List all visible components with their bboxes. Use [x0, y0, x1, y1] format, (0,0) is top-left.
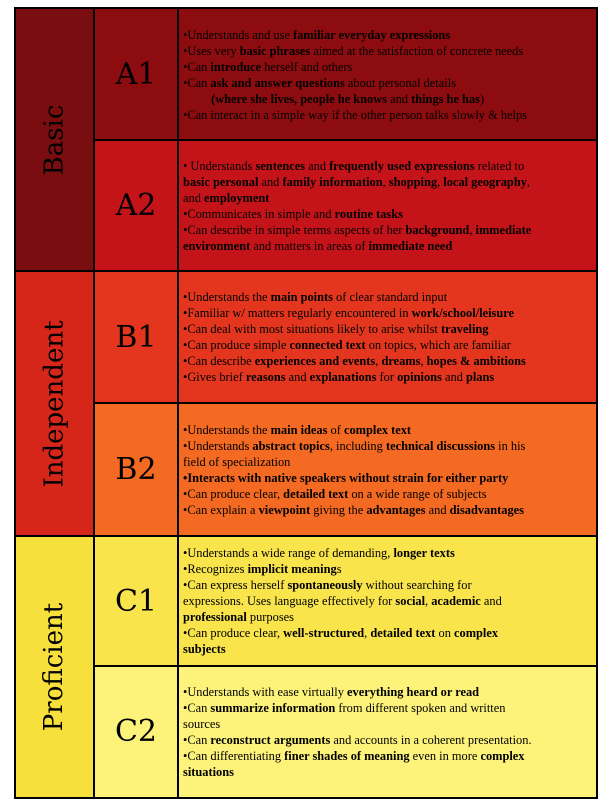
plain-text: even in more: [409, 748, 481, 763]
description-line: [183, 174, 590, 190]
plain-text: •Can differentiating: [183, 748, 285, 763]
emphasis-text: things he has: [411, 91, 480, 106]
description-line: [183, 438, 590, 454]
description-line: [183, 190, 590, 206]
level-b1-description: [179, 271, 596, 403]
plain-text: ,: [375, 354, 382, 368]
emphasis-text: professional: [183, 610, 247, 624]
emphasis-text: sentences: [255, 158, 306, 173]
emphasis-text: familiar everyday expressions: [292, 27, 451, 42]
plain-text: sources: [183, 716, 221, 731]
description-line: [183, 107, 590, 123]
emphasis-text: spontaneously: [287, 578, 363, 592]
level-a1-code: A1: [95, 9, 179, 140]
plain-text: on topics, which are familiar: [365, 338, 511, 352]
plain-text: •Understands the: [183, 422, 271, 437]
description-line: [183, 641, 590, 657]
description-line: [183, 369, 590, 385]
emphasis-text: environment: [183, 238, 251, 253]
plain-text: ,: [526, 174, 531, 189]
description-line: [183, 91, 590, 107]
description-line: [183, 700, 590, 716]
description-line: [183, 609, 590, 625]
level-c2-description: [179, 666, 596, 797]
plain-text: s: [336, 562, 342, 576]
description-line: [183, 502, 590, 518]
group-divider: [16, 270, 596, 272]
plain-text: •Understands with ease virtually: [183, 684, 348, 699]
description-line: [183, 321, 590, 337]
plain-text: •Can: [183, 75, 211, 90]
plain-text: •Understands a wide range of demanding,: [183, 546, 394, 560]
group-independent: [16, 271, 95, 536]
plain-text: •Can express herself: [183, 578, 288, 592]
plain-text: , including: [329, 438, 386, 453]
level-c2-code: C2: [95, 666, 179, 797]
group-proficient: [16, 536, 95, 797]
description-line: [183, 748, 590, 764]
plain-text: •Uses very: [183, 43, 240, 58]
plain-text: and: [183, 190, 204, 205]
emphasis-text: complex: [454, 626, 499, 640]
description-line: [183, 577, 590, 593]
emphasis-text: reconstruct arguments: [210, 732, 331, 747]
emphasis-text: work/school/leisure: [411, 306, 515, 320]
row-divider: [95, 402, 596, 404]
level-a2-code: A2: [95, 140, 179, 271]
level-b1-code: B1: [95, 271, 179, 403]
plain-text: ,: [469, 222, 476, 237]
emphasis-text: complex text: [343, 422, 412, 437]
plain-text: •Can produce simple: [183, 338, 290, 352]
emphasis-text: frequently used expressions: [329, 158, 475, 173]
plain-text: purposes: [246, 610, 294, 624]
level-b2-description: [179, 403, 596, 536]
group-basic-label: Basic: [39, 104, 70, 176]
plain-text: and: [285, 370, 310, 384]
plain-text: of: [327, 422, 344, 437]
description-line: [183, 422, 590, 438]
plain-text: and: [441, 370, 466, 384]
description-line: [183, 305, 590, 321]
emphasis-text: dreams: [381, 354, 421, 368]
group-proficient-label: Proficient: [39, 602, 70, 731]
cefr-levels-table: [14, 7, 598, 799]
plain-text: •Understands the: [183, 290, 271, 304]
plain-text: ,: [425, 594, 432, 608]
emphasis-text: local geography: [443, 174, 527, 189]
plain-text: about personal details: [344, 75, 456, 90]
emphasis-text: academic: [431, 594, 481, 608]
emphasis-text: shopping: [388, 174, 438, 189]
emphasis-text: experiences and events: [254, 354, 376, 368]
plain-text: of clear standard input: [332, 290, 448, 304]
description-line: [183, 27, 590, 43]
plain-text: ,: [437, 174, 444, 189]
description-line: [183, 206, 590, 222]
emphasis-text: advantages: [366, 502, 426, 517]
plain-text: •Understands and use: [183, 27, 293, 42]
description-line: [183, 222, 590, 238]
plain-text: •Can: [183, 732, 211, 747]
emphasis-text: social: [395, 594, 426, 608]
emphasis-text: reasons: [245, 370, 286, 384]
plain-text: •Understands: [183, 438, 253, 453]
plain-text: without searching for: [362, 578, 472, 592]
plain-text: for: [376, 370, 398, 384]
description-line: [183, 561, 590, 577]
row-divider: [95, 139, 596, 141]
emphasis-text: summarize information: [210, 700, 336, 715]
emphasis-text: employment: [204, 190, 270, 205]
description-line: [183, 158, 590, 174]
plain-text: •Familiar w/ matters regularly encountered in: [183, 306, 412, 320]
plain-text: •Can deal with most situations likely to arise whilst: [183, 322, 441, 336]
plain-text: •Can interact in a simple way if the other person talks slowly & helps: [183, 107, 527, 122]
plain-text: field of specialization: [183, 454, 291, 469]
plain-text: •Communicates in simple and: [183, 206, 335, 221]
plain-text: and: [425, 502, 450, 517]
emphasis-text: basic personal: [183, 174, 259, 189]
description-line: [183, 716, 590, 732]
emphasis-text: finer shades of meaning: [284, 748, 410, 763]
emphasis-text: implicit meaning: [247, 562, 337, 576]
emphasis-text: routine tasks: [334, 206, 403, 221]
description-line: [183, 545, 590, 561]
description-line: [183, 59, 590, 75]
plain-text: •Can produce clear,: [183, 486, 284, 501]
description-line: [183, 289, 590, 305]
emphasis-text: plans: [465, 370, 495, 384]
plain-text: on a wide range of subjects: [348, 486, 487, 501]
plain-text: expressions. Uses language effectively for: [183, 594, 396, 608]
plain-text: and: [258, 174, 283, 189]
plain-text: giving the: [310, 502, 367, 517]
emphasis-text: •Interacts with native speakers without strain for either party: [183, 470, 509, 485]
emphasis-text: longer texts: [393, 546, 455, 560]
emphasis-text: main ideas: [270, 422, 328, 437]
emphasis-text: explanations: [309, 370, 377, 384]
emphasis-text: basic phrases: [239, 43, 311, 58]
emphasis-text: ask and answer questions: [210, 75, 345, 90]
emphasis-text: connected text: [289, 338, 366, 352]
plain-text: herself and others: [261, 59, 353, 74]
plain-text: ,: [420, 354, 427, 368]
plain-text: related to: [474, 158, 525, 173]
plain-text: aimed at the satisfaction of concrete needs: [310, 43, 524, 58]
level-a2-description: [179, 140, 596, 271]
description-line: [183, 486, 590, 502]
plain-text: •Recognizes: [183, 562, 248, 576]
group-independent-label: Independent: [39, 319, 70, 488]
emphasis-text: hopes & ambitions: [426, 354, 526, 368]
description-line: [183, 454, 590, 470]
plain-text: and: [480, 594, 502, 608]
row-divider: [95, 665, 596, 667]
group-divider: [16, 535, 596, 537]
plain-text: in his: [495, 438, 526, 453]
level-c1-code: C1: [95, 536, 179, 666]
emphasis-text: detailed text: [370, 626, 436, 640]
emphasis-text: abstract topics: [252, 438, 330, 453]
description-line: [183, 43, 590, 59]
description-line: [183, 75, 590, 91]
emphasis-text: situations: [183, 764, 234, 779]
group-basic: [16, 9, 95, 271]
emphasis-text: well-structured: [283, 626, 365, 640]
description-line: [183, 238, 590, 254]
emphasis-text: detailed text: [283, 486, 349, 501]
plain-text: ): [479, 91, 485, 106]
description-line: [183, 353, 590, 369]
emphasis-text: disadvantages: [449, 502, 524, 517]
plain-text: •Can: [183, 59, 211, 74]
description-line: [183, 732, 590, 748]
emphasis-text: immediate need: [368, 238, 453, 253]
plain-text: • Understands: [183, 158, 256, 173]
plain-text: from different spoken and written: [335, 700, 506, 715]
level-c1-description: [179, 536, 596, 666]
emphasis-text: complex: [480, 748, 525, 763]
plain-text: on: [435, 626, 454, 640]
plain-text: •Can: [183, 700, 211, 715]
plain-text: •Can describe: [183, 354, 255, 368]
emphasis-text: (where she lives, people he knows: [211, 91, 387, 106]
emphasis-text: traveling: [440, 322, 489, 336]
plain-text: •Gives brief: [183, 370, 246, 384]
plain-text: and matters in areas of: [250, 238, 369, 253]
plain-text: •Can produce clear,: [183, 626, 284, 640]
level-b2-code: B2: [95, 403, 179, 536]
description-line: [183, 625, 590, 641]
plain-text: •Can explain a: [183, 502, 259, 517]
emphasis-text: opinions: [397, 370, 442, 384]
emphasis-text: viewpoint: [258, 502, 311, 517]
plain-text: •Can describe in simple terms aspects of her: [183, 222, 406, 237]
emphasis-text: main points: [270, 290, 333, 304]
emphasis-text: everything heard or read: [347, 684, 480, 699]
plain-text: and: [387, 91, 412, 106]
emphasis-text: subjects: [183, 642, 226, 656]
emphasis-text: introduce: [210, 59, 262, 74]
plain-text: ,: [382, 174, 389, 189]
description-line: [183, 337, 590, 353]
emphasis-text: immediate: [475, 222, 532, 237]
description-line: [183, 470, 590, 486]
emphasis-text: technical discussions: [385, 438, 496, 453]
level-a1-description: [179, 9, 596, 140]
description-line: [183, 764, 590, 780]
description-line: [183, 684, 590, 700]
plain-text: ,: [364, 626, 371, 640]
emphasis-text: family information: [282, 174, 383, 189]
description-line: [183, 593, 590, 609]
emphasis-text: background: [405, 222, 470, 237]
plain-text: and: [305, 158, 330, 173]
plain-text: and accounts in a coherent presentation.: [330, 732, 532, 747]
